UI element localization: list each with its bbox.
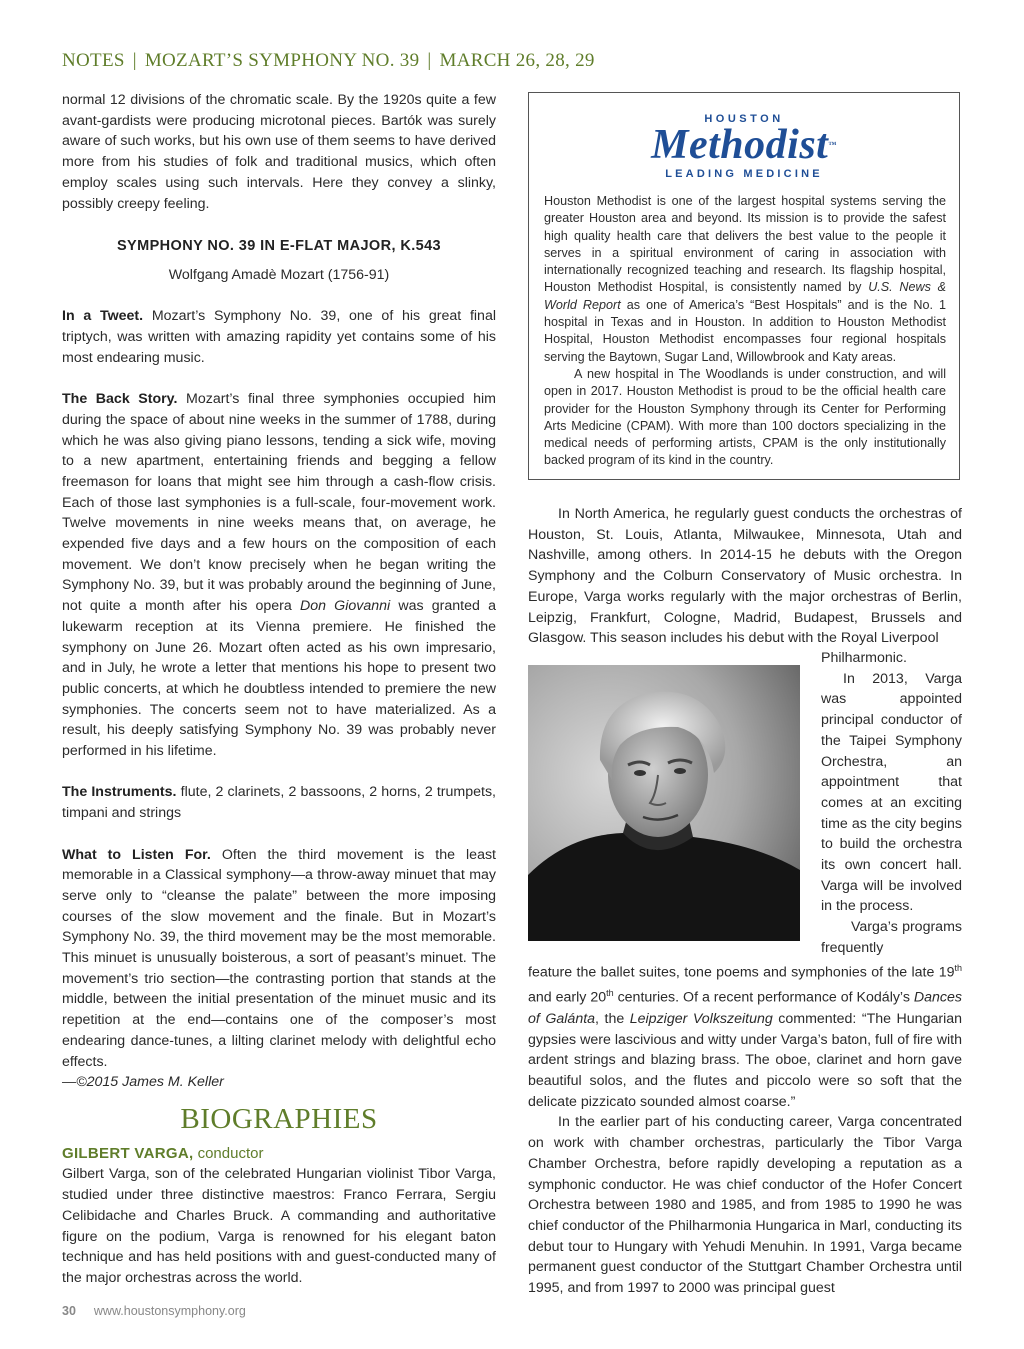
instruments-text: flute, 2 clarinets, 2 bassoons, 2 horns, 2 trumpets, timpani and strings [62, 784, 496, 822]
right-column-top [528, 504, 962, 649]
tweet-lead: In a Tweet. [62, 308, 144, 325]
publication-name: U.S. News & World Report [544, 280, 946, 312]
back-story-text: Mozart’s final three symphonies occupied him during the space of about nine weeks in the summer of 1788, during which he was also giving piano lessons, tending a sick wife, moving to a new apartment, entertaining friends and begging a fellow freemason for loans that might see him through a cash-flow crisis. Each of those last symphonies is a full-scale, four-movement work. Twelve movements in nine weeks means that, on average, he expended five days and a few hours on the composition of each movement. We don’t know precisely when he began writing the Symphony No. 39, but it was probably around the beginning of June, not quite a month after his opera [62, 391, 496, 615]
sponsor-paragraph-2: A new hospital in The Woodlands is under construction, and will open in 2017. Houston Methodist is proud to be the official health care provider for the Houston Symphony through its Center for Performing Arts Medicine (CPAM). With more than 100 doctors specializing in the medical needs of performing artists, CPAM is the only institutionally backed program of its kind in the country. [544, 366, 946, 468]
page-footer [62, 1304, 246, 1318]
instruments-lead: The Instruments. [62, 784, 177, 801]
sponsor-paragraph-1: Houston Methodist is one of the largest hospital systems serving the greater Houston area and beyond. Its mission is to provide the safest high quality health care that delivers the best value to the people it serves in a spiritual environment of caring in association with internationally recognized teaching and research. Its flagship hospital, Houston Methodist Hospital, is consistently named by U.S. News & World Report as one of America’s “Best Hospitals” and is the No. 1 hospital in Texas and in Houston. In addition to Houston Methodist Hospital, Houston Methodist encompasses four regional hospitals serving the Baytown, Sugar Land, Willowbrook and Katy areas. [544, 194, 946, 364]
listen-paragraph [62, 845, 496, 1073]
trademark-symbol: ™ [828, 140, 837, 149]
conductor-name: GILBERT VARGA, [62, 1144, 194, 1162]
opera-title: Don Giovanni [299, 598, 391, 615]
footer-url[interactable]: www.houstonsymphony.org [93, 1304, 246, 1318]
float-taipei-paragraph: In 2013, Varga was appointed principal conductor of the Taipei Symphony Orchestra, an appointment that comes at an exciting time as the city begins to build the orchestra its own concert hall. Varga will be involved in the process. [821, 670, 962, 915]
tweet-text: Mozart’s Symphony No. 39, one of his great final triptych, was written with amazing rapidity yet contains some of his most endearing music. [62, 308, 496, 366]
sponsor-text [544, 193, 946, 470]
back-story-lead: The Back Story. [62, 391, 178, 408]
composer-line: Wolfgang Amadè Mozart (1756-91) [168, 266, 390, 283]
instruments-paragraph [62, 782, 496, 823]
header-dates: MARCH 26, 28, 29 [439, 50, 595, 71]
header-separator: | [427, 50, 432, 71]
bio-paragraph-north-america: In North America, he regularly guest conducts the orchestras of Houston, St. Louis, Atlanta, Milwaukee, Minnesota, Utah and Nashville, among others. In 2014-15 he debuts with the Oregon Symphony and the Colburn Conservatory of Music orchestra. In Europe, Varga works regularly with the major orchestras of Berlin, Leipzig, Frankfurt, Cologne, Madrid, Budapest, Brussels and Glasgow. This season includes his debut with the Royal Liverpool [528, 506, 962, 647]
header-separator: | [132, 50, 137, 71]
logo-methodist-text: Methodist™ [651, 122, 837, 168]
page-header [62, 50, 595, 72]
tweet-paragraph [62, 306, 496, 368]
bio-paragraph: Gilbert Varga, son of the celebrated Hungarian violinist Tibor Varga, studied under three distinctive maestros: Franco Ferrara, Sergiu Celibidache and Charles Bruck. A commanding and authoritative figure on the podium, Varga is renowned for his elegant baton technique and has held positions with and guest-conducted many of the major orchestras across the world. [62, 1166, 496, 1286]
listen-text: Often the third movement is the least memorable in a Classical symphony—a throw-away minuet that may serve only to “cleanse the palate” between the more imposing courses of the slow movement and the finale. But in Mozart’s Symphony No. 39, the third movement may be the most memorable. This minuet is unusually boisterous, a sort of peasant’s minuet. The movement’s trio section—the contrasting portion that stands at the middle, between the initial presentation of the minuet music and its repetition at the end—contains one of the composer’s most endearing dance-tunes, a lilting clarinet melody with delightful echo effects. [62, 846, 496, 1070]
bio-paragraph-repertoire: feature the ballet suites, tone poems and symphonies of the late 19th and early 20th centuries. Of a recent performance of Kodály’s Dances of Galánta, the Leipziger Volkszeitung commented: “The Hungarian gypsies were lascivious and witty under Varga’s baton, full of fire with ardent strings and blazing brass. The oboe, clarinet and horn gave beautiful solos, and the flutes and piccolo were so soft that the delicate pizzicato sounded almost coarse.” [528, 963, 963, 1110]
bio-name-line [62, 1144, 496, 1165]
back-story-text-cont: was granted a lukewarm reception at its Vienna premiere. He finished the symphony on June 26. Mozart often acted as his own impresario, and in July, he wrote a letter that mentions his hope to present two public concerts, at which he doubtless intended to premiere the new symphonies. The concerts seem not to have materialized. As a result, his deeply satisfying Symphony No. 39 was probably never performed in his lifetime. [62, 598, 496, 760]
left-column [62, 90, 496, 1289]
logo-tagline: LEADING MEDICINE [665, 168, 823, 180]
page-number: 30 [62, 1304, 76, 1318]
back-story-paragraph [62, 389, 496, 762]
float-philharmonic: Philharmonic. [821, 650, 907, 666]
right-float-column [821, 648, 962, 959]
logo-houston-text: HOUSTON [704, 113, 784, 125]
header-section: NOTES [62, 50, 125, 71]
symphony-title: SYMPHONY NO. 39 IN E-FLAT MAJOR, K.543 [116, 238, 442, 255]
work-title: Dances of Galánta [528, 990, 962, 1027]
signature: —©2015 James M. Keller [62, 1074, 224, 1091]
intro-paragraph: normal 12 divisions of the chromatic scale. By the 1920s quite a few avant-gardists were producing microtonal pieces. Bartók was surely aware of such works, but his own use of them seems to have derived more from his studies of folk and traditional musics, which often employ scales using such intervals. Here they convey a slinky, possibly creepy feeling. [62, 92, 496, 212]
bio-paragraph-career: In the earlier part of his conducting career, Varga concentrated on work with chamber orchestras, particularly the Tibor Varga Chamber Orchestra, before rapidly developing a reputation as a symphonic conductor. He was chief conductor of the Hofer Concert Orchestra between 1980 and 1985, and from 1985 to 1990 he was chief conductor of the Philharmonia Hungarica in Marl, conducting its debut tour to Hungary with Yehudi Menuhin. In 1991, Varga became permanent guest conductor of the Stuttgart Chamber Orchestra until 1995, and from 1997 to 2000 was principal guest [528, 1114, 962, 1297]
newspaper-name: Leipziger Volkszeitung [629, 1010, 773, 1027]
conductor-photo [528, 665, 800, 941]
listen-lead: What to Listen For. [62, 846, 211, 863]
float-programs: Varga’s programs frequently [821, 919, 962, 956]
biographies-heading: BIOGRAPHIES [180, 1102, 378, 1135]
conductor-role: conductor [197, 1144, 264, 1162]
header-title: MOZART’S SYMPHONY NO. 39 [144, 50, 420, 71]
right-column-bottom [528, 958, 962, 1299]
houston-methodist-logo [529, 113, 959, 180]
sponsor-box [528, 92, 960, 480]
